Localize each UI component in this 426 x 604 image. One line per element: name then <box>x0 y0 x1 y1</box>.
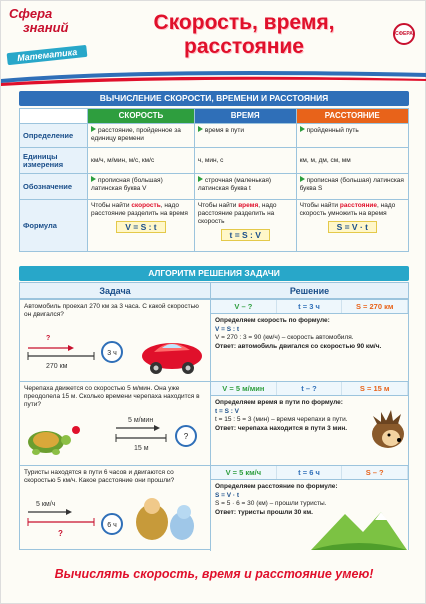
problem-2-text: Черепаха движется со скоростью 5 м/мин. Она уже преодолела 15 м. Сколько времени черепаха находится в пути? <box>24 385 200 408</box>
bullet-icon <box>91 126 96 132</box>
row-label-notation: Обозначение <box>20 174 88 200</box>
bullet-icon <box>91 176 96 182</box>
def-speed: расстояние, пройденное за единицу времени <box>91 127 181 142</box>
flower-icon <box>72 426 80 434</box>
section1-heading: ВЫЧИСЛЕНИЕ СКОРОСТИ, ВРЕМЕНИ И РАССТОЯНИЯ <box>19 91 409 106</box>
solution-2 <box>210 381 408 465</box>
key-distance: расстояние <box>339 202 378 209</box>
col-distance: РАССТОЯНИЕ <box>296 109 408 124</box>
col-task-heading: Задача <box>20 283 210 299</box>
given-1-s: S = 270 км <box>342 300 408 313</box>
given-2-v: V = 5 м/мин <box>211 382 277 395</box>
problem-2 <box>20 381 210 465</box>
turtle-icon <box>28 431 71 455</box>
subject-badge: Математика <box>7 45 88 65</box>
red-car-icon <box>142 343 202 374</box>
hedgehog-icon <box>369 404 407 454</box>
units-time: ч, мин, с <box>194 148 296 174</box>
solution-3 <box>210 465 408 551</box>
bullet-icon <box>198 176 203 182</box>
bullet-icon <box>300 176 305 182</box>
problem-1-text: Автомобиль проехал 270 км за 3 часа. С какой скоростью он двигался? <box>24 303 199 318</box>
section2-heading: АЛГОРИТМ РЕШЕНИЯ ЗАДАЧИ <box>19 266 409 281</box>
publisher-logo <box>9 7 101 35</box>
decorative-swoosh <box>1 65 426 87</box>
problem-3-diagram <box>24 492 204 548</box>
given-1-v: V – ? <box>211 300 277 313</box>
brand-line1: Сфера <box>9 6 53 21</box>
col-solution-heading: Решение <box>210 283 408 299</box>
publisher-seal-icon: СФЕРА <box>393 23 415 45</box>
problem-3-text: Туристы находятся в пути 6 часов и двигаются со скоростью 5 км/ч. Какое расстояние они прошли? <box>24 469 175 484</box>
solution-2-calc: t = 15 : 5 = 3 (мин) – время черепахи в пути. <box>215 416 348 423</box>
col-time: ВРЕМЯ <box>194 109 296 124</box>
tourists-icon <box>136 498 194 540</box>
solution-3-answer: Ответ: туристы прошли 30 км. <box>215 508 313 516</box>
solution-1 <box>210 299 408 381</box>
diagram-1-top: ? <box>46 335 51 342</box>
row-label-units: Единицы измерения <box>20 148 88 174</box>
diagram-1-clock: 3 ч <box>107 350 117 357</box>
key-time: время <box>238 202 259 209</box>
def-time: время в пути <box>204 127 244 134</box>
units-speed: км/ч, м/мин, м/с, км/с <box>88 148 195 174</box>
units-distance: км, м, дм, см, мм <box>296 148 408 174</box>
solution-3-calc: S = 5 · 6 = 30 (км) – прошли туристы. <box>215 500 327 507</box>
algorithm-grid <box>19 282 409 550</box>
poster-title <box>119 11 369 59</box>
problem-1-diagram <box>24 332 204 378</box>
col-speed: СКОРОСТЬ <box>88 109 195 124</box>
diagram-2-top: 5 м/мин <box>128 417 154 424</box>
problem-3 <box>20 465 210 551</box>
solution-1-answer: Ответ: автомобиль двигался со скоростью 90 км/ч. <box>215 342 382 350</box>
notation-speed: прописная (большая) латинская буква V <box>91 177 163 192</box>
problem-1 <box>20 299 210 381</box>
def-distance: пройденный путь <box>306 127 359 134</box>
bullet-icon <box>300 126 305 132</box>
diagram-1-bottom: 270 км <box>46 363 68 370</box>
header <box>1 1 425 93</box>
problem-2-diagram <box>24 414 204 462</box>
notation-time: строчная (маленькая) латинская буква t <box>197 177 272 192</box>
solution-2-formula: t = S : V <box>215 407 240 415</box>
given-2-s: S = 15 м <box>342 382 408 395</box>
formula-distance: S = V · t <box>328 221 377 233</box>
given-3-v: V = 5 км/ч <box>211 466 277 479</box>
diagram-2-clock: ? <box>183 432 189 441</box>
solution-2-step1: Определяем время в пути по формуле: <box>215 399 343 406</box>
title-line1: Скорость, время, <box>153 11 335 34</box>
diagram-3-top: 5 км/ч <box>36 501 56 508</box>
notation-distance: прописная (большая) латинская буква S <box>299 177 404 192</box>
solution-1-step1: Определяем скорость по формуле: <box>215 317 330 324</box>
solution-3-formula: S = V · t <box>215 491 240 499</box>
title-line2: расстояние <box>184 35 304 58</box>
diagram-3-bottom: ? <box>58 529 63 538</box>
brand-line2: знаний <box>23 20 69 35</box>
mountains-icon <box>311 506 407 550</box>
bullet-icon <box>198 126 203 132</box>
solution-3-step1: Определяем расстояние по формуле: <box>215 483 338 490</box>
formula-speed: V = S : t <box>116 221 165 233</box>
given-3-t: t = 6 ч <box>277 466 343 479</box>
given-2-t: t – ? <box>277 382 343 395</box>
solution-1-calc: V = 270 : 3 = 90 (км/ч) – скорость автомобиля. <box>215 334 354 341</box>
solution-2-answer: Ответ: черепаха находится в пути 3 мин. <box>215 424 348 432</box>
given-3-s: S – ? <box>342 466 408 479</box>
diagram-3-clock: 6 ч <box>107 522 117 529</box>
formula-time: t = S : V <box>221 229 270 241</box>
key-speed: скорость <box>131 202 161 209</box>
comparison-table: СКОРОСТЬ ВРЕМЯ РАССТОЯНИЕ Определение расстояние, пройденное за единицу времени время в пути пройденный путь Единицы измерения км/ч, м/мин, м/с, км/с ч, мин, с км, м, дм, см, мм Обозначение прописная (большая) латинская буква V строчная (маленькая) латинская буква t прописная (большая) латинская буква S Формула Чтобы найти скорость, надо расстояние разделить на время V = S : t Чтобы найти время, надо расстояние разделить на скорость t = S : V Чтобы найти расстояние, надо скорость умножить на время S = V · t <box>19 108 409 252</box>
given-1-t: t = 3 ч <box>277 300 343 313</box>
footer-slogan: Вычислять скорость, время и расстояние умею! <box>54 567 374 581</box>
solution-1-formula: V = S : t <box>215 325 240 333</box>
row-label-formula: Формула <box>20 200 88 252</box>
diagram-2-bottom: 15 м <box>134 445 149 452</box>
row-label-definition: Определение <box>20 124 88 148</box>
